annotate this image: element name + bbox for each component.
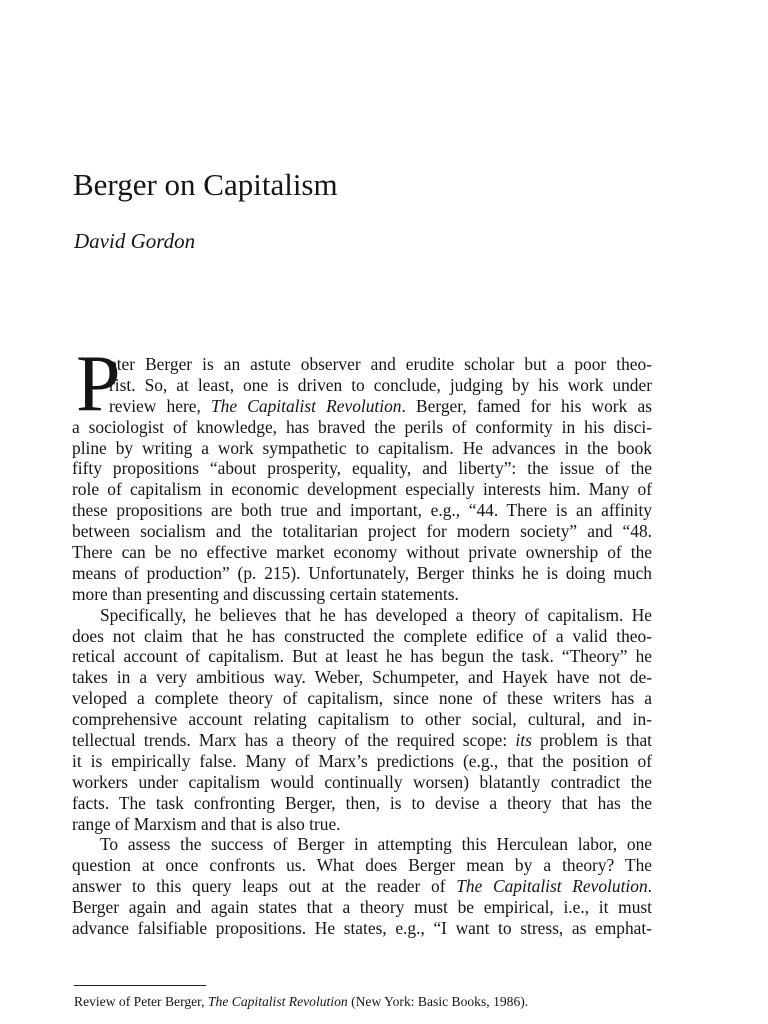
text-run: a sociologist of knowledge, has braved the perils of conformity in his disci- [72, 416, 652, 437]
body-line [72, 417, 652, 438]
body-line [72, 793, 652, 814]
text-run: . Berger, famed for his work as [401, 395, 652, 416]
text-run: problem is that [531, 730, 652, 751]
text-run: There can be no effective market economy without private ownership of the [72, 542, 652, 563]
body-line [72, 458, 652, 479]
body-line [72, 730, 652, 751]
body-line [72, 834, 652, 855]
text-run: it is empirically false. Many of Marx’s predictions (e.g., that the position of [72, 750, 652, 771]
body-line [72, 626, 652, 647]
body-line [72, 584, 652, 605]
body-line [72, 396, 652, 417]
text-run: range of Marxism and that is also true. [72, 813, 341, 834]
body-line [72, 646, 652, 667]
text-run: does not claim that he has constructed the complete edifice of a valid theo- [72, 625, 652, 646]
body-line [72, 751, 652, 772]
body-line [72, 688, 652, 709]
body-line [72, 542, 652, 563]
body-line [72, 375, 652, 396]
text-run: question at once confronts us. What does Berger mean by a theory? The [72, 855, 652, 876]
italic-text-run: The Capitalist Revolution [211, 395, 402, 416]
text-run: advance falsifiable propositions. He states, e.g., “I want to stress, as emphat- [72, 918, 652, 939]
italic-text-run: The Capitalist Revolution [207, 994, 348, 1009]
body-line [72, 897, 652, 918]
body-line [72, 605, 652, 626]
body-line [72, 354, 652, 375]
text-run: rist. So, at least, one is driven to conclude, judging by his work under [109, 374, 652, 395]
article-body [72, 354, 652, 939]
body-line [72, 918, 652, 939]
text-run: comprehensive account relating capitalism to other social, cultural, and in- [72, 709, 652, 730]
body-line [72, 479, 652, 500]
text-run: workers under capitalism would continually worsen) blatantly contradict the [72, 771, 652, 792]
body-line [72, 500, 652, 521]
text-run: Specifically, he believes that he has developed a theory of capitalism. He [100, 604, 652, 625]
text-run: Berger again and again states that a theory must be empirical, i.e., it must [72, 897, 652, 918]
body-line [72, 438, 652, 459]
italic-text-run: its [515, 730, 532, 751]
text-run: To assess the success of Berger in attempting this Herculean labor, one [100, 834, 652, 855]
body-line [72, 772, 652, 793]
drop-cap: P [76, 340, 121, 428]
footnote-divider [74, 985, 206, 986]
text-run: answer to this query leaps out at the reader of [72, 876, 457, 897]
text-run: . [647, 876, 653, 897]
text-run: between socialism and the totalitarian project for modern society” and “48. [72, 521, 652, 542]
body-line [72, 855, 652, 876]
text-run: fifty propositions “about prosperity, equality, and liberty”: the issue of the [72, 458, 652, 479]
text-run: pline by writing a work sympathetic to capitalism. He advances in the book [72, 437, 652, 458]
footnote [74, 993, 528, 1010]
text-run: tellectual trends. Marx has a theory of the required scope: [72, 730, 516, 751]
body-line [72, 814, 652, 835]
body-line [72, 521, 652, 542]
text-run: facts. The task confronting Berger, then, is to devise a theory that has the [72, 792, 652, 813]
text-run: more than presenting and discussing certain statements. [72, 583, 459, 604]
article-title: Berger on Capitalism [73, 167, 338, 202]
body-line [72, 563, 652, 584]
text-run: veloped a complete theory of capitalism, since none of these writers has a [72, 688, 652, 709]
text-run: review here, [109, 395, 212, 416]
text-run: takes in a very ambitious way. Weber, Schumpeter, and Hayek have not de- [72, 667, 652, 688]
text-run: retical account of capitalism. But at least he has begun the task. “Theory” he [72, 646, 652, 667]
text-run: role of capitalism in economic development especially interests him. Many of [72, 479, 652, 500]
text-run: (New York: Basic Books, 1986). [347, 994, 529, 1009]
text-run: Review of Peter Berger, [74, 994, 208, 1009]
italic-text-run: The Capitalist Revolution [456, 876, 648, 897]
text-run: these propositions are both true and important, e.g., “44. There is an affinity [72, 500, 652, 521]
article-author: David Gordon [74, 229, 196, 253]
text-run: eter Berger is an astute observer and erudite scholar but a poor theo- [109, 354, 652, 374]
text-run: means of production” (p. 215). Unfortunately, Berger thinks he is doing much [72, 562, 652, 583]
body-line [72, 709, 652, 730]
body-line [72, 667, 652, 688]
body-line [72, 876, 652, 897]
